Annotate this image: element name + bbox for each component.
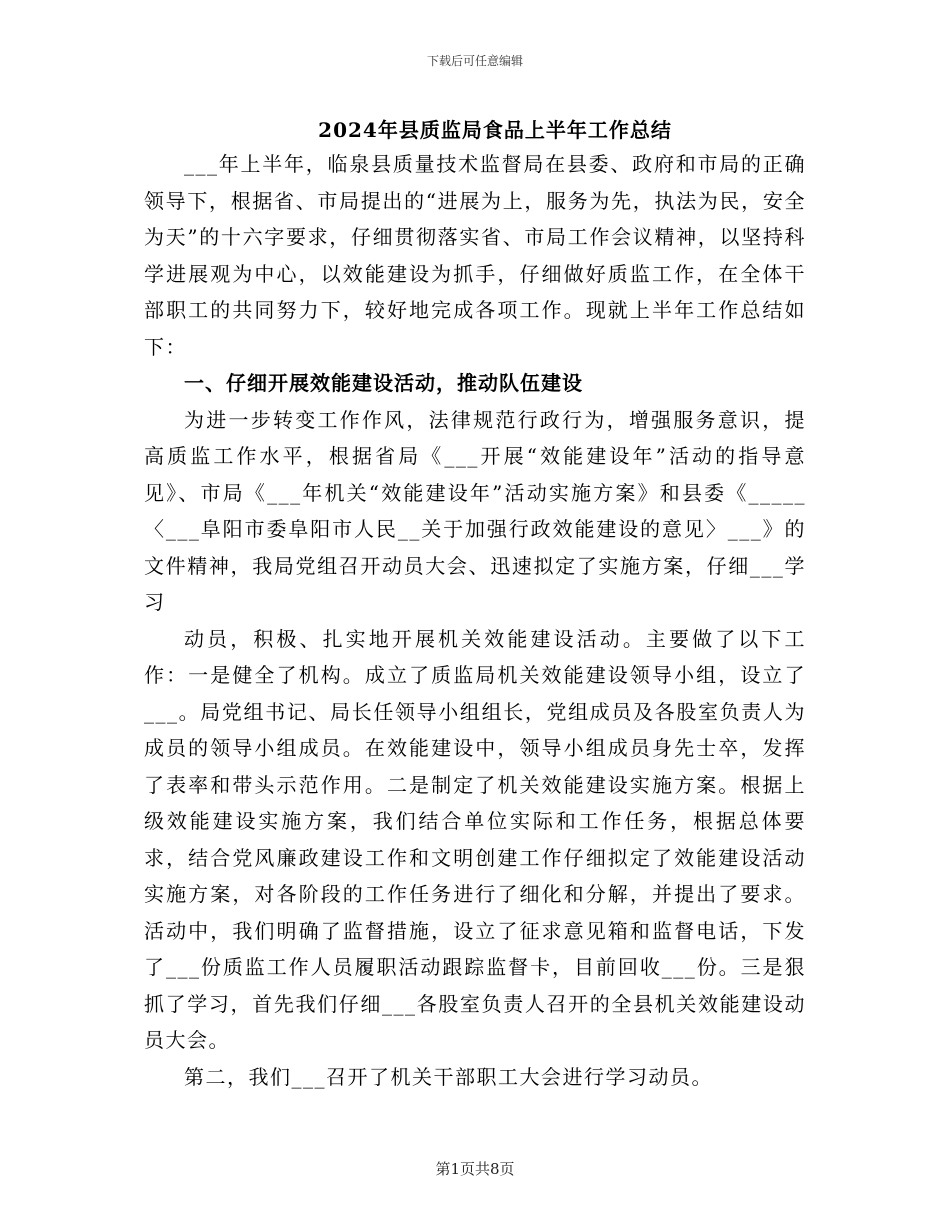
document-title: 2024年县质监局食品上半年工作总结 <box>318 118 672 142</box>
header-note: 下载后可任意编辑 <box>426 54 523 68</box>
page-number: 第1页共8页 <box>435 1160 515 1178</box>
document-body <box>144 146 806 1095</box>
section-heading-1: 一、仔细开展效能建设活动，推动队伍建设 <box>184 371 583 395</box>
body-paragraph-1: 为进一步转变工作作风，法律规范行政行为，增强服务意识，提高质监工作水平，根据省局《___开展“效能建设年”活动的指导意见》、市局《___年机关“效能建设年”活动实施方案》和县委《_____〈___阜阳市委阜阳市人民__关于加强行政效能建设的意见〉___》的文件精神，我局党组召开动员大会、迅速拟定了实施方案，仔细___学习 <box>144 407 806 614</box>
intro-paragraph: ___年上半年，临泉县质量技术监督局在县委、政府和市局的正确领导下，根据省、市局提出的“进展为上，服务为先，执法为民，安全为天”的十六字要求，仔细贯彻落实省、市局工作会议精神，以坚持科学进展观为中心，以效能建设为抓手，仔细做好质监工作，在全体干部职工的共同努力下，较好地完成各项工作。现就上半年工作总结如下： <box>144 152 806 359</box>
body-paragraph-2: 动员，积极、扎实地开展机关效能建设活动。主要做了以下工作：一是健全了机构。成立了质监局机关效能建设领导小组，设立了___。局党组书记、局长任领导小组组长，党组成员及各股室负责人为成员的领导小组成员。在效能建设中，领导小组成员身先士卒，发挥了表率和带头示范作用。二是制定了机关效能建设实施方案。根据上级效能建设实施方案，我们结合单位实际和工作任务，根据总体要求，结合党风廉政建设工作和文明创建工作仔细拟定了效能建设活动实施方案，对各阶段的工作任务进行了细化和分解，并提出了要求。活动中，我们明确了监督措施，设立了征求意见箱和监督电话，下发了___份质监工作人员履职活动跟踪监督卡，目前回收___份。三是狠抓了学习，首先我们仔细___各股室负责人召开的全县机关效能建设动员大会。 <box>144 626 806 1052</box>
body-paragraph-3: 第二，我们___召开了机关干部职工大会进行学习动员。 <box>184 1064 713 1089</box>
